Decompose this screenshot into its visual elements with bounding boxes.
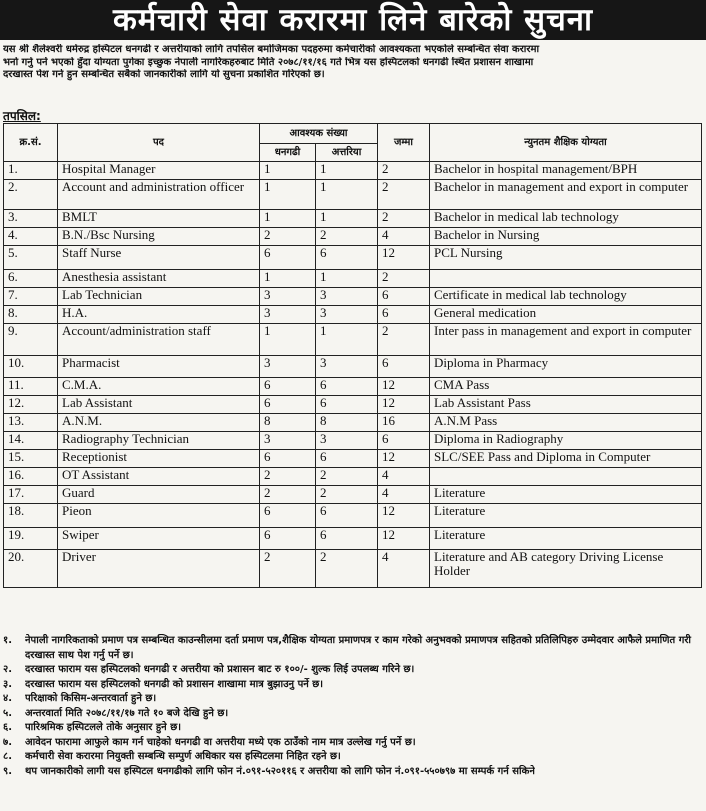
cell-dhangadhi: 6 — [260, 246, 316, 270]
note-number: २. — [3, 664, 12, 675]
cell-qualification: General medication — [430, 306, 702, 324]
cell-qualification: SLC/SEE Pass and Diploma in Computer — [430, 450, 702, 468]
cell-total: 12 — [378, 450, 430, 468]
cell-qualification — [430, 468, 702, 486]
details-label: तपसिल: — [3, 109, 41, 123]
cell-sn: 20. — [4, 550, 58, 588]
cell-attariya: 8 — [316, 414, 378, 432]
note-item — [3, 634, 703, 663]
cell-qualification: Literature — [430, 486, 702, 504]
cell-dhangadhi: 1 — [260, 270, 316, 288]
table-row — [4, 270, 702, 288]
cell-qualification: Diploma in Radiography — [430, 432, 702, 450]
table-row — [4, 486, 702, 504]
cell-dhangadhi: 1 — [260, 162, 316, 180]
cell-attariya: 6 — [316, 528, 378, 550]
cell-dhangadhi: 6 — [260, 450, 316, 468]
note-item — [3, 692, 703, 707]
table-row — [4, 246, 702, 270]
cell-post: Receptionist — [58, 450, 260, 468]
cell-sn: 11. — [4, 378, 58, 396]
cell-post: C.M.A. — [58, 378, 260, 396]
cell-total: 12 — [378, 378, 430, 396]
cell-qualification: Literature — [430, 504, 702, 528]
cell-sn: 3. — [4, 210, 58, 228]
table-row — [4, 210, 702, 228]
cell-total: 6 — [378, 288, 430, 306]
note-number: १. — [3, 635, 12, 646]
cell-dhangadhi: 6 — [260, 504, 316, 528]
cell-post: Radiography Technician — [58, 432, 260, 450]
note-text: दरखास्त फाराम यस हस्पिटलको धनगढी को प्रशासन शाखामा मात्र बुझाउनु पर्ने छ। — [25, 678, 324, 690]
cell-attariya: 6 — [316, 504, 378, 528]
cell-sn: 7. — [4, 288, 58, 306]
header-sn: क्र.सं. — [4, 124, 58, 162]
cell-dhangadhi: 6 — [260, 396, 316, 414]
table-row — [4, 288, 702, 306]
positions-table-body — [4, 162, 702, 588]
cell-sn: 8. — [4, 306, 58, 324]
header-total: जम्मा — [378, 124, 430, 162]
cell-total: 2 — [378, 180, 430, 210]
table-row — [4, 450, 702, 468]
table-row — [4, 528, 702, 550]
cell-qualification: Certificate in medical lab technology — [430, 288, 702, 306]
cell-attariya: 3 — [316, 306, 378, 324]
cell-dhangadhi: 2 — [260, 486, 316, 504]
cell-post: H.A. — [58, 306, 260, 324]
header-required: आवश्यक संख्या — [260, 124, 378, 144]
intro-line: भर्ना गर्नु पर्ने भएको हुँदा योग्यता पुगेका इच्छुक नेपाली नागरिकहरुबाट मिति २०७८/११/१६ गते भित्र यस हस्पिटलको धनगढी स्थित प्रशासन शाखामा — [3, 56, 534, 68]
table-row — [4, 504, 702, 528]
cell-qualification: Bachelor in management and export in computer — [430, 180, 702, 210]
cell-sn: 16. — [4, 468, 58, 486]
cell-qualification: PCL Nursing — [430, 246, 702, 270]
note-text: अन्तरवार्ता मिति २०७८/११/१७ गते १० बजे देखि हुने छ। — [25, 707, 229, 719]
cell-post: Guard — [58, 486, 260, 504]
cell-total: 6 — [378, 306, 430, 324]
cell-qualification: Literature — [430, 528, 702, 550]
cell-total: 4 — [378, 486, 430, 504]
cell-post: Driver — [58, 550, 260, 588]
cell-sn: 14. — [4, 432, 58, 450]
cell-sn: 10. — [4, 356, 58, 378]
cell-attariya: 1 — [316, 210, 378, 228]
note-item — [3, 750, 703, 765]
note-number: ६. — [3, 722, 12, 733]
cell-dhangadhi: 8 — [260, 414, 316, 432]
table-row — [4, 228, 702, 246]
cell-attariya: 2 — [316, 486, 378, 504]
note-text: नेपाली नागरिकताको प्रमाण पत्र सम्बन्धित काउन्सीलमा दर्ता प्रमाण पत्र,शैक्षिक योग्यता प्रमाणपत्र र काम गरेको अनुभवको प्रमाणपत्र सहितको प्रतिलिपिहरु उम्मेदवार आफैले प्रमाणित गरी दरखास्त साथ पेश गर्नु पर्ने छ। — [25, 635, 691, 661]
note-text: दरखास्त फाराम यस हस्पिटलको धनगढी र अत्तरीया को प्रशासन बाट रु १००/- शुल्क लिई उपलब्ध गरिने छ। — [25, 664, 415, 675]
cell-post: Account/administration staff — [58, 324, 260, 356]
cell-attariya: 2 — [316, 228, 378, 246]
table-row — [4, 414, 702, 432]
note-text: थप जानकारीको लागी यस हस्पिटल धनगढीको लागि फोन नं.०९१-५२०११६ र अत्तरीया को लागि फोन नं.०९१-५५०७९७ मा सम्पर्क गर्न सकिने — [25, 765, 535, 777]
intro-line: यस श्री शैलेश्वरी धर्मरुद्र हस्पिटल धनगढी र अत्तरीयाको लागि तपसिल बमोजिमका पदहरुमा कर्मचारीको आवश्यकता भएकोले सम्बन्धित सेवा करारमा — [3, 44, 540, 55]
note-item — [3, 707, 703, 722]
cell-total: 2 — [378, 210, 430, 228]
cell-qualification: Bachelor in hospital management/BPH — [430, 162, 702, 180]
cell-dhangadhi: 1 — [260, 210, 316, 228]
cell-dhangadhi: 3 — [260, 288, 316, 306]
cell-post: OT Assistant — [58, 468, 260, 486]
table-row — [4, 180, 702, 210]
cell-post: Pieon — [58, 504, 260, 528]
note-item — [3, 736, 703, 751]
cell-dhangadhi: 2 — [260, 550, 316, 588]
cell-attariya: 1 — [316, 180, 378, 210]
cell-qualification: Literature and AB category Driving License Holder — [430, 550, 702, 588]
note-item — [3, 678, 703, 693]
intro-paragraph — [3, 44, 703, 82]
cell-dhangadhi: 3 — [260, 432, 316, 450]
cell-sn: 4. — [4, 228, 58, 246]
cell-total: 6 — [378, 432, 430, 450]
cell-dhangadhi: 6 — [260, 378, 316, 396]
cell-qualification: Bachelor in medical lab technology — [430, 210, 702, 228]
table-row — [4, 378, 702, 396]
header-post: पद — [58, 124, 260, 162]
note-item — [3, 721, 703, 736]
intro-line: दरखास्त पेश गर्न हुन सम्बन्धित सबैको जानकारीको लागि यो सुचना प्रकाशित गरिएको छ। — [3, 69, 325, 80]
cell-attariya: 2 — [316, 550, 378, 588]
table-row — [4, 432, 702, 450]
cell-total: 2 — [378, 324, 430, 356]
cell-attariya: 6 — [316, 246, 378, 270]
table-row — [4, 468, 702, 486]
header-attariya: अत्तरिया — [316, 144, 378, 162]
cell-sn: 15. — [4, 450, 58, 468]
cell-dhangadhi: 3 — [260, 306, 316, 324]
cell-dhangadhi: 2 — [260, 468, 316, 486]
cell-attariya: 2 — [316, 468, 378, 486]
note-number: ७. — [3, 736, 12, 748]
cell-sn: 5. — [4, 246, 58, 270]
table-row — [4, 306, 702, 324]
cell-sn: 2. — [4, 180, 58, 210]
cell-total: 2 — [378, 270, 430, 288]
cell-attariya: 6 — [316, 378, 378, 396]
note-text: परिक्षाको किसिम-अन्तरवार्ता हुने छ। — [25, 693, 157, 704]
cell-post: Lab Assistant — [58, 396, 260, 414]
table-row — [4, 396, 702, 414]
cell-attariya: 1 — [316, 324, 378, 356]
notice-title: कर्मचारी सेवा करारमा लिने बारेको सुचना — [0, 0, 706, 40]
cell-total: 4 — [378, 228, 430, 246]
cell-qualification: CMA Pass — [430, 378, 702, 396]
cell-total: 6 — [378, 356, 430, 378]
positions-table-wrapper — [3, 123, 701, 588]
notes-list — [3, 634, 703, 779]
cell-total: 12 — [378, 504, 430, 528]
cell-attariya: 6 — [316, 450, 378, 468]
cell-attariya: 6 — [316, 396, 378, 414]
note-item — [3, 765, 703, 780]
note-number: ४. — [3, 693, 12, 704]
cell-qualification: A.N.M Pass — [430, 414, 702, 432]
cell-total: 12 — [378, 528, 430, 550]
cell-attariya: 1 — [316, 270, 378, 288]
cell-post: Swiper — [58, 528, 260, 550]
cell-sn: 12. — [4, 396, 58, 414]
header-dhangadhi: धनगढी — [260, 144, 316, 162]
cell-dhangadhi: 1 — [260, 324, 316, 356]
cell-post: B.N./Bsc Nursing — [58, 228, 260, 246]
cell-total: 2 — [378, 162, 430, 180]
cell-total: 16 — [378, 414, 430, 432]
cell-dhangadhi: 3 — [260, 356, 316, 378]
cell-sn: 1. — [4, 162, 58, 180]
cell-sn: 13. — [4, 414, 58, 432]
cell-qualification: Diploma in Pharmacy — [430, 356, 702, 378]
cell-qualification: Bachelor in Nursing — [430, 228, 702, 246]
note-text: आवेदन फारामा आफुले काम गर्न चाहेको धनगढी वा अत्तरीया मध्ये एक ठाउँको नाम मात्र उल्लेख गर्नु पर्ने छ। — [25, 736, 416, 748]
note-item — [3, 663, 703, 678]
cell-post: Lab Technician — [58, 288, 260, 306]
cell-total: 4 — [378, 468, 430, 486]
cell-post: A.N.M. — [58, 414, 260, 432]
table-row — [4, 356, 702, 378]
cell-post: BMLT — [58, 210, 260, 228]
cell-qualification: Inter pass in management and export in computer — [430, 324, 702, 356]
cell-dhangadhi: 1 — [260, 180, 316, 210]
cell-dhangadhi: 2 — [260, 228, 316, 246]
cell-sn: 19. — [4, 528, 58, 550]
cell-attariya: 1 — [316, 162, 378, 180]
positions-table — [3, 123, 702, 588]
table-row — [4, 162, 702, 180]
cell-qualification — [430, 270, 702, 288]
cell-total: 12 — [378, 396, 430, 414]
cell-sn: 9. — [4, 324, 58, 356]
note-text: पारिश्रमिक हस्पिटलले तोके अनुसार हुने छ। — [25, 722, 182, 733]
cell-total: 12 — [378, 246, 430, 270]
cell-post: Account and administration officer — [58, 180, 260, 210]
table-row — [4, 324, 702, 356]
cell-attariya: 3 — [316, 288, 378, 306]
cell-sn: 17. — [4, 486, 58, 504]
cell-attariya: 3 — [316, 356, 378, 378]
note-text: कर्मचारी सेवा करारमा नियुक्ती सम्बन्धि सम्पुर्ण अधिकार यस हस्पिटलमा निहित रहने छ। — [25, 751, 341, 762]
cell-post: Staff Nurse — [58, 246, 260, 270]
header-qualification: न्युनतम शैक्षिक योग्यता — [430, 124, 702, 162]
cell-sn: 6. — [4, 270, 58, 288]
cell-post: Hospital Manager — [58, 162, 260, 180]
cell-total: 4 — [378, 550, 430, 588]
cell-qualification: Lab Assistant Pass — [430, 396, 702, 414]
note-number: ३. — [3, 678, 12, 690]
note-number: ९. — [3, 765, 12, 777]
table-row — [4, 550, 702, 588]
cell-post: Anesthesia assistant — [58, 270, 260, 288]
cell-attariya: 3 — [316, 432, 378, 450]
cell-post: Pharmacist — [58, 356, 260, 378]
cell-dhangadhi: 6 — [260, 528, 316, 550]
cell-sn: 18. — [4, 504, 58, 528]
note-number: ५. — [3, 707, 12, 719]
note-number: ८. — [3, 751, 12, 762]
